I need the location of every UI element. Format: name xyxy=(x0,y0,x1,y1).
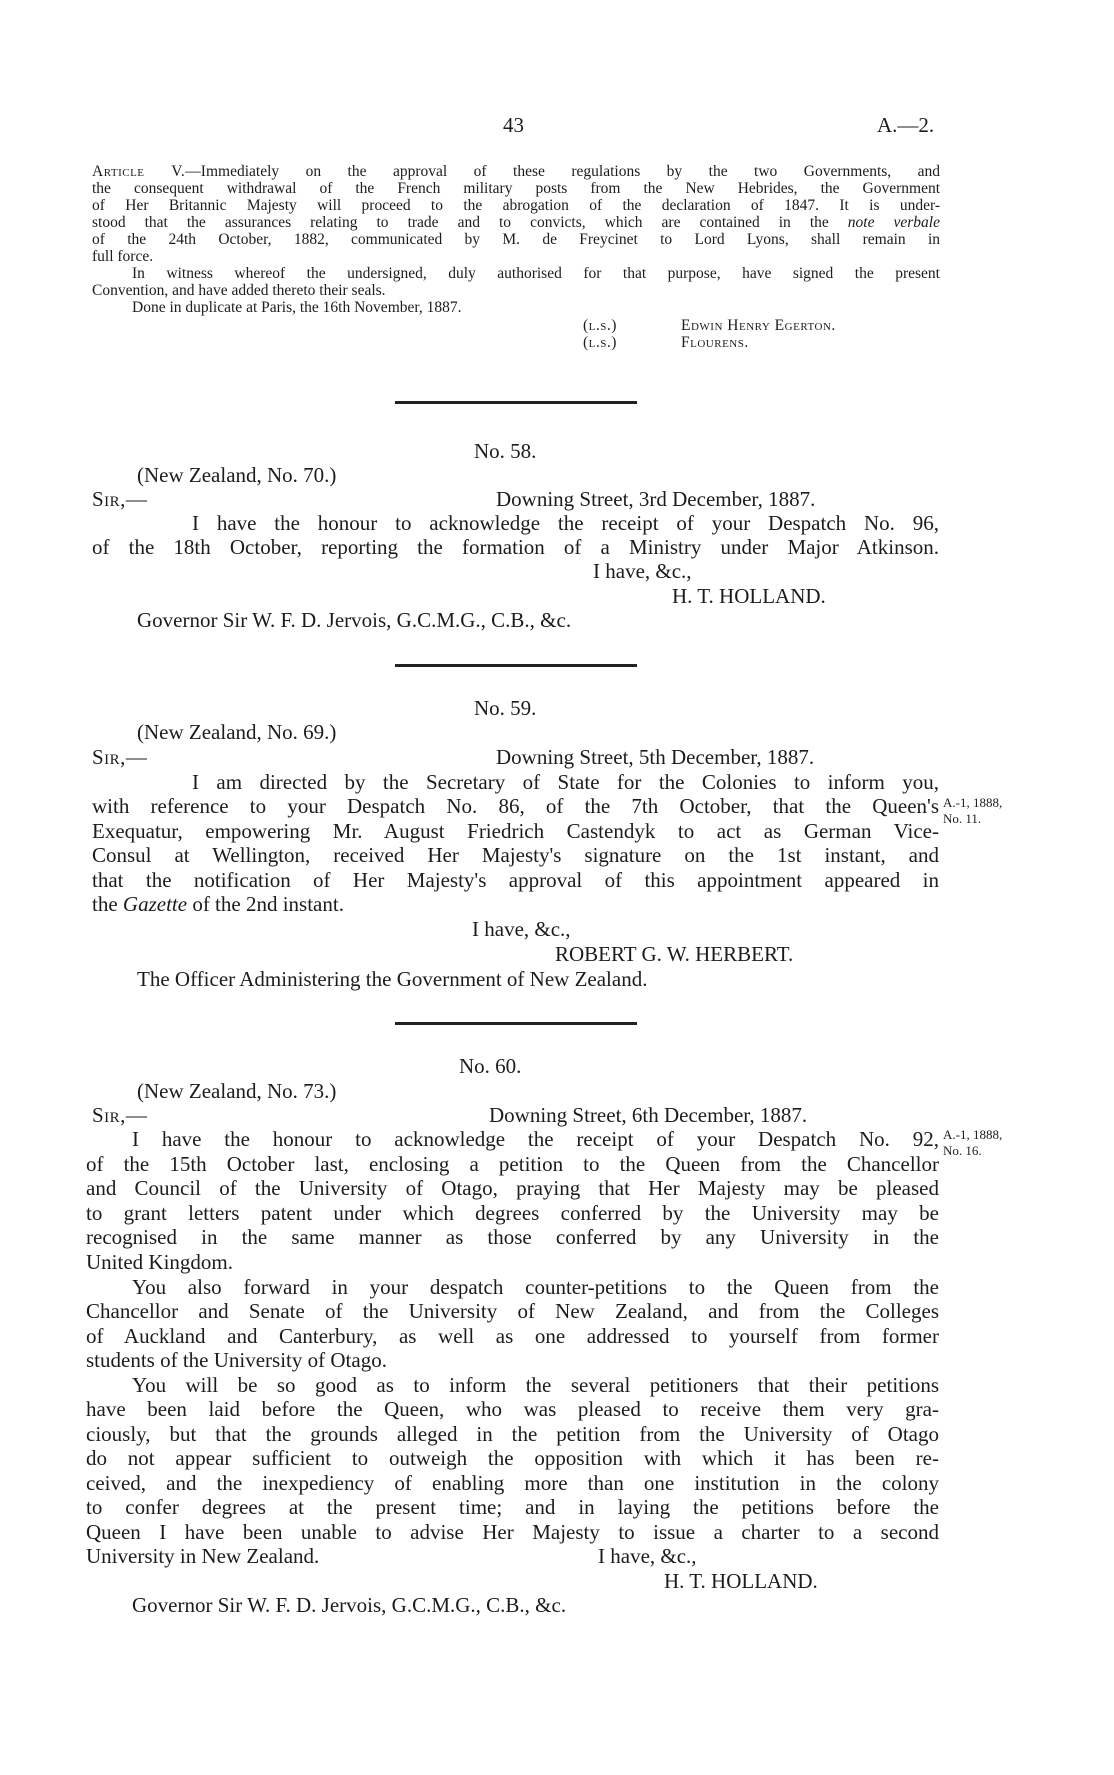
body-line: of the 18th October, reporting the formation of a Ministry under Major Atkinson. xyxy=(92,535,939,559)
document-code: A.—2. xyxy=(877,113,935,137)
body-line: United Kingdom. xyxy=(86,1250,233,1274)
closing: I have, &c., xyxy=(593,559,692,583)
page-number: 43 xyxy=(503,113,524,137)
article-v-line: the consequent withdrawal of the French military posts from the New Hebrides, the Government xyxy=(92,180,940,197)
addressee: Governor Sir W. F. D. Jervois, G.C.M.G., C.B., &c. xyxy=(132,1593,567,1617)
addressee: The Officer Administering the Government of New Zealand. xyxy=(137,967,648,991)
article-v-line: full force. xyxy=(92,248,154,265)
section-divider xyxy=(395,1022,637,1025)
despatch-date: Downing Street, 5th December, 1887. xyxy=(496,745,815,769)
article-v-line: Convention, and have added thereto their seals. xyxy=(92,282,386,299)
margin-reference: No. 16. xyxy=(943,1143,982,1158)
body-line: Consul at Wellington, received Her Majesty's signature on the 1st instant, and xyxy=(92,843,939,867)
signatory-name: Edwin Henry Egerton. xyxy=(681,317,836,334)
body-line: of Auckland and Canterbury, as well as one addressed to yourself from former xyxy=(86,1324,939,1348)
signature: H. T. HOLLAND. xyxy=(664,1569,818,1593)
closing: I have, &c., xyxy=(472,917,571,941)
closing: I have, &c., xyxy=(598,1544,697,1568)
margin-reference: A.-1, 1888, xyxy=(943,795,1003,810)
article-v-line: of the 24th October, 1882, communicated by M. de Freycinet to Lord Lyons, shall remain in xyxy=(92,231,940,248)
body-line: have been laid before the Queen, who was pleased to receive them very gra- xyxy=(86,1397,939,1421)
body-line: ceived, and the inexpediency of enabling more than one institution in the colony xyxy=(86,1471,939,1495)
despatch-number: No. 60. xyxy=(459,1054,522,1078)
despatch-number: No. 58. xyxy=(474,439,537,463)
signature: ROBERT G. W. HERBERT. xyxy=(555,942,794,966)
body-line: do not appear sufficient to outweigh the opposition with which it has been re- xyxy=(86,1446,939,1470)
article-v-line: of Her Britannic Majesty will proceed to the abrogation of the declaration of 1847. It is under- xyxy=(92,197,940,214)
article-v-line: stood that the assurances relating to trade and to convicts, which are contained in the note verbale xyxy=(92,214,940,231)
section-divider xyxy=(395,664,637,667)
body-line: I have the honour to acknowledge the receipt of your Despatch No. 92, xyxy=(132,1127,939,1151)
article-heading: Article V. xyxy=(92,163,186,180)
body-line: to grant letters patent under which degrees conferred by the University may be xyxy=(86,1201,939,1225)
body-line: the Gazette of the 2nd instant. xyxy=(92,892,344,916)
seal-mark: (l.s.) xyxy=(583,317,617,334)
body-line: of the 15th October last, enclosing a petition to the Queen from the Chancellor xyxy=(86,1152,939,1176)
article-v-line: Article V.—Immediately on the approval of these regulations by the two Governments, and xyxy=(92,163,941,180)
despatch-number: No. 59. xyxy=(474,696,537,720)
body-line: Queen I have been unable to advise Her Majesty to issue a charter to a second xyxy=(86,1520,939,1544)
seal-mark: (l.s.) xyxy=(583,334,617,351)
body-line: with reference to your Despatch No. 86, of the 7th October, that the Queen's xyxy=(92,794,939,818)
article-v-line: In witness whereof the undersigned, duly authorised for that purpose, have signed the present xyxy=(132,265,940,282)
body-line: that the notification of Her Majesty's approval of this appointment appeared in xyxy=(92,868,939,892)
signatory-name: Flourens. xyxy=(681,334,749,351)
body-line: You also forward in your despatch counter-petitions to the Queen from the xyxy=(132,1275,939,1299)
despatch-date: Downing Street, 3rd December, 1887. xyxy=(496,487,816,511)
body-line: I have the honour to acknowledge the receipt of your Despatch No. 96, xyxy=(192,511,939,535)
body-line: You will be so good as to inform the several petitioners that their petitions xyxy=(132,1373,939,1397)
signature: H. T. HOLLAND. xyxy=(672,584,826,608)
despatch-reference: (New Zealand, No. 70.) xyxy=(137,463,337,487)
margin-reference: A.-1, 1888, xyxy=(943,1127,1003,1142)
body-line: recognised in the same manner as those conferred by any University in the xyxy=(86,1225,939,1249)
salutation: Sir,— xyxy=(92,1103,148,1127)
addressee: Governor Sir W. F. D. Jervois, G.C.M.G., C.B., &c. xyxy=(137,608,572,632)
body-line: University in New Zealand. xyxy=(86,1544,320,1568)
salutation: Sir,— xyxy=(92,745,148,769)
body-line: Chancellor and Senate of the University of New Zealand, and from the Colleges xyxy=(86,1299,939,1323)
body-line: ciously, but that the grounds alleged in the petition from the University of Otago xyxy=(86,1422,939,1446)
body-line: I am directed by the Secretary of State for the Colonies to inform you, xyxy=(192,770,939,794)
article-v-line: Done in duplicate at Paris, the 16th November, 1887. xyxy=(132,299,462,316)
body-line: and Council of the University of Otago, praying that Her Majesty may be pleased xyxy=(86,1176,939,1200)
body-line: students of the University of Otago. xyxy=(86,1348,387,1372)
body-line: to confer degrees at the present time; and in laying the petitions before the xyxy=(86,1495,939,1519)
despatch-reference: (New Zealand, No. 73.) xyxy=(137,1079,337,1103)
despatch-reference: (New Zealand, No. 69.) xyxy=(137,720,337,744)
salutation: Sir,— xyxy=(92,487,148,511)
body-line: Exequatur, empowering Mr. August Friedrich Castendyk to act as German Vice- xyxy=(92,819,939,843)
despatch-date: Downing Street, 6th December, 1887. xyxy=(489,1103,808,1127)
section-divider xyxy=(395,401,637,404)
italic-note-verbale: note verbale xyxy=(847,214,940,231)
margin-reference: No. 11. xyxy=(943,811,982,826)
